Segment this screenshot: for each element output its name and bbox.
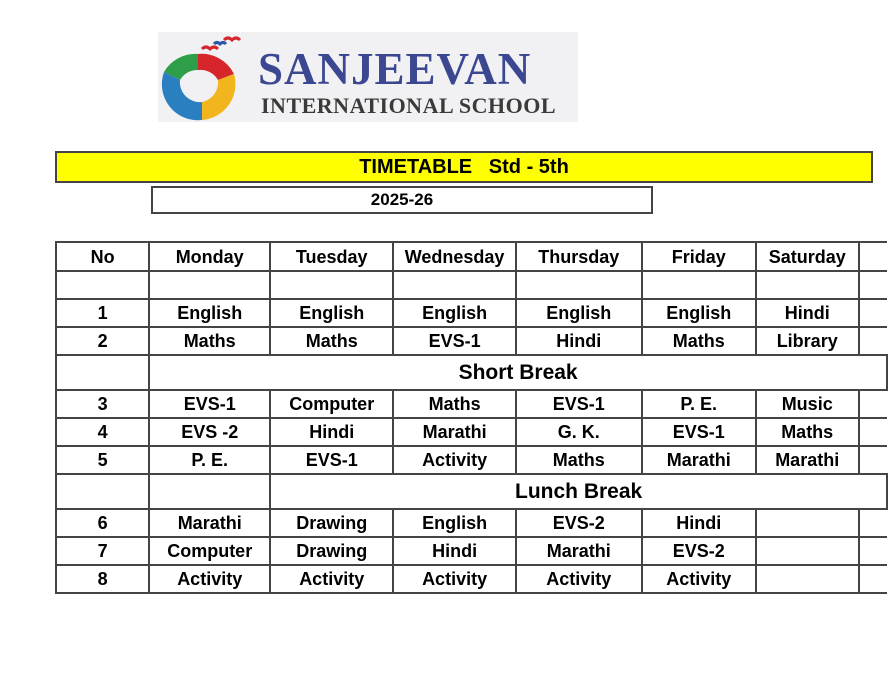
trailing-cell	[859, 509, 887, 537]
column-header-day: Tuesday	[270, 242, 393, 271]
subject-cell: Computer	[270, 390, 393, 418]
empty-cell	[270, 271, 393, 299]
empty-cell	[56, 355, 149, 390]
period-number: 7	[56, 537, 149, 565]
subject-cell: Maths	[516, 446, 642, 474]
empty-cell	[56, 271, 149, 299]
empty-cell	[149, 474, 270, 509]
subject-cell: Hindi	[516, 327, 642, 355]
subject-cell: Activity	[149, 565, 270, 593]
school-name: SANJEEVAN	[258, 44, 532, 94]
school-logo	[158, 32, 578, 122]
empty-cell	[642, 271, 756, 299]
school-subtitle: INTERNATIONAL SCHOOL	[261, 93, 557, 118]
subject-cell: Drawing	[270, 537, 393, 565]
subject-cell: Hindi	[642, 509, 756, 537]
period-number: 2	[56, 327, 149, 355]
period-row	[56, 299, 887, 327]
subject-cell: EVS-1	[642, 418, 756, 446]
period-number: 3	[56, 390, 149, 418]
subject-cell: Marathi	[393, 418, 516, 446]
period-row	[56, 327, 887, 355]
trailing-cell	[859, 327, 887, 355]
subject-cell: Activity	[393, 446, 516, 474]
subject-cell: Activity	[642, 565, 756, 593]
column-header-day: Saturday	[756, 242, 859, 271]
subject-cell: P. E.	[149, 446, 270, 474]
subject-cell: EVS-1	[516, 390, 642, 418]
subject-cell: P. E.	[642, 390, 756, 418]
subject-cell: EVS-1	[149, 390, 270, 418]
column-header-day: Monday	[149, 242, 270, 271]
column-header-no: No	[56, 242, 149, 271]
empty-cell	[56, 474, 149, 509]
subject-cell: EVS-2	[516, 509, 642, 537]
subject-cell: EVS -2	[149, 418, 270, 446]
short-break-row	[56, 355, 887, 390]
subject-cell: Marathi	[149, 509, 270, 537]
subject-cell	[756, 537, 859, 565]
column-header-day: Thursday	[516, 242, 642, 271]
lunch-break-label: Lunch Break	[270, 474, 887, 509]
subject-cell: Hindi	[393, 537, 516, 565]
period-number: 6	[56, 509, 149, 537]
period-number: 4	[56, 418, 149, 446]
period-number: 8	[56, 565, 149, 593]
subject-cell: Maths	[393, 390, 516, 418]
subject-cell: Hindi	[756, 299, 859, 327]
subject-cell: Computer	[149, 537, 270, 565]
empty-cell	[756, 271, 859, 299]
subject-cell: Activity	[270, 565, 393, 593]
subject-cell: Marathi	[756, 446, 859, 474]
subject-cell: Drawing	[270, 509, 393, 537]
subject-cell	[756, 509, 859, 537]
subject-cell: English	[270, 299, 393, 327]
period-row	[56, 418, 887, 446]
subject-cell: Activity	[393, 565, 516, 593]
subject-cell	[756, 565, 859, 593]
subject-cell: Activity	[516, 565, 642, 593]
academic-year: 2025-26	[151, 186, 653, 214]
period-row	[56, 390, 887, 418]
empty-cell	[516, 271, 642, 299]
header-row	[56, 242, 887, 271]
column-header-day: Friday	[642, 242, 756, 271]
subject-cell: G. K.	[516, 418, 642, 446]
trailing-cell	[859, 299, 887, 327]
period-row	[56, 537, 887, 565]
subject-cell: Maths	[642, 327, 756, 355]
subject-cell: English	[516, 299, 642, 327]
blank-row	[56, 271, 887, 299]
subject-cell: English	[149, 299, 270, 327]
period-row	[56, 565, 887, 593]
logo-emblem-icon	[158, 32, 258, 122]
timetable-grid	[55, 241, 888, 594]
period-row	[56, 446, 887, 474]
trailing-cell	[859, 446, 887, 474]
trailing-cell	[859, 271, 887, 299]
trailing-cell	[859, 418, 887, 446]
trailing-cell	[859, 390, 887, 418]
empty-cell	[149, 271, 270, 299]
trailing-cell	[859, 242, 887, 271]
subject-cell: Music	[756, 390, 859, 418]
subject-cell: Maths	[756, 418, 859, 446]
period-number: 5	[56, 446, 149, 474]
subject-cell: EVS-2	[642, 537, 756, 565]
short-break-label: Short Break	[149, 355, 887, 390]
subject-cell: Marathi	[516, 537, 642, 565]
subject-cell: EVS-1	[393, 327, 516, 355]
subject-cell: English	[393, 299, 516, 327]
subject-cell: Marathi	[642, 446, 756, 474]
subject-cell: EVS-1	[270, 446, 393, 474]
timetable-title: TIMETABLE Std - 5th	[55, 151, 873, 183]
subject-cell: English	[393, 509, 516, 537]
subject-cell: Library	[756, 327, 859, 355]
trailing-cell	[859, 537, 887, 565]
subject-cell: Hindi	[270, 418, 393, 446]
empty-cell	[393, 271, 516, 299]
subject-cell: Maths	[270, 327, 393, 355]
period-row	[56, 509, 887, 537]
subject-cell: Maths	[149, 327, 270, 355]
period-number: 1	[56, 299, 149, 327]
column-header-day: Wednesday	[393, 242, 516, 271]
trailing-cell	[859, 565, 887, 593]
lunch-break-row	[56, 474, 887, 509]
subject-cell: English	[642, 299, 756, 327]
